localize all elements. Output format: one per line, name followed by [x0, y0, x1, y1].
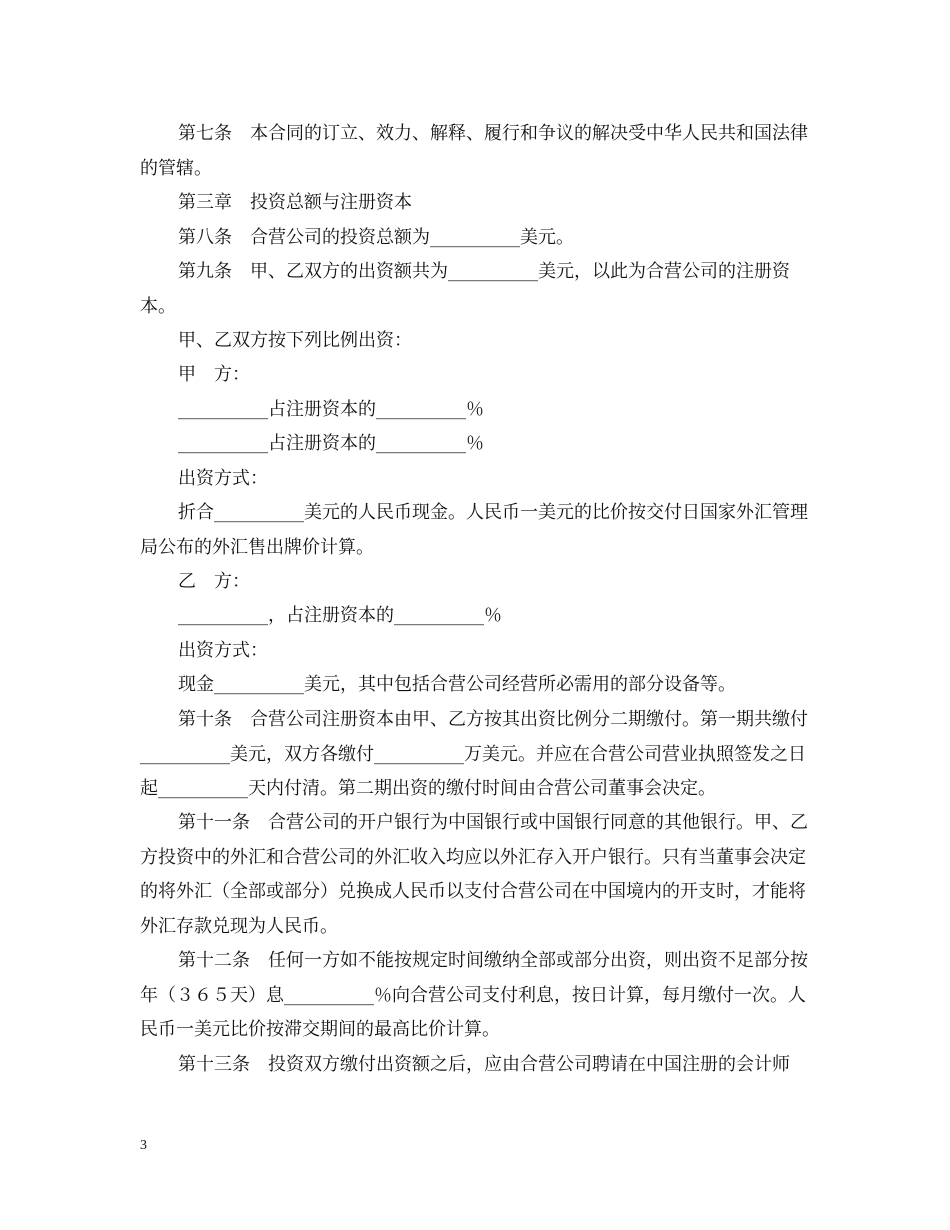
article-10: 第十条 合营公司注册资本由甲、乙方按其出资比例分二期缴付。第一期共缴付__________美元，双方各缴付__________万美元。并应在合营公司营业执照签发之日起__________天内付清。第二期出资的缴付时间由合营公司董事会决定。 — [140, 709, 808, 799]
contribution-ratio-intro: 甲、乙双方按下列比例出资： — [178, 330, 412, 351]
article-7: 第七条 本合同的订立、效力、解释、履行和争议的解决受中华人民共和国法律的管辖。 — [140, 123, 808, 179]
party-a-share-1: __________占注册资本的__________％ — [178, 399, 484, 420]
party-a-method-label: 出资方式： — [178, 468, 268, 489]
party-b-share: __________，占注册资本的__________％ — [178, 605, 502, 626]
article-11: 第十一条 合营公司的开户银行为中国银行或中国银行同意的其他银行。甲、乙方投资中的外汇和合营公司的外汇收入均应以外汇存入开户银行。只有当董事会决定的将外汇（全部或部分）兑换成人民币以支付合营公司在中国境内的开支时，才能将外汇存款兑现为人民币。 — [140, 812, 808, 937]
article-12: 第十二条 任何一方如不能按规定时间缴纳全部或部分出资，则出资不足部分按年（３６５天）息__________％向合营公司支付利息，按日计算，每月缴付一次。人民币一美元比价按滞交期间的最高比价计算。 — [140, 950, 808, 1040]
party-a-method: 折合__________美元的人民币现金。人民币一美元的比价按交付日国家外汇管理局公布的外汇售出牌价计算。 — [140, 502, 808, 558]
party-b-method: 现金__________美元，其中包括合营公司经营所必需用的部分设备等。 — [178, 674, 736, 695]
party-a-label: 甲 方： — [178, 364, 250, 385]
article-9: 第九条 甲、乙双方的出资额共为__________美元，以此为合营公司的注册资本。 — [140, 261, 790, 317]
party-a-share-2: __________占注册资本的__________％ — [178, 433, 484, 454]
page-number: 3 — [140, 1138, 147, 1153]
article-8: 第八条 合营公司的投资总额为__________美元。 — [178, 227, 574, 248]
article-13: 第十三条 投资双方缴付出资额之后，应由合营公司聘请在中国注册的会计师 — [178, 1054, 790, 1075]
chapter-3-heading: 第三章 投资总额与注册资本 — [178, 192, 412, 213]
party-b-label: 乙 方： — [178, 571, 250, 592]
party-b-method-label: 出资方式： — [178, 640, 268, 661]
